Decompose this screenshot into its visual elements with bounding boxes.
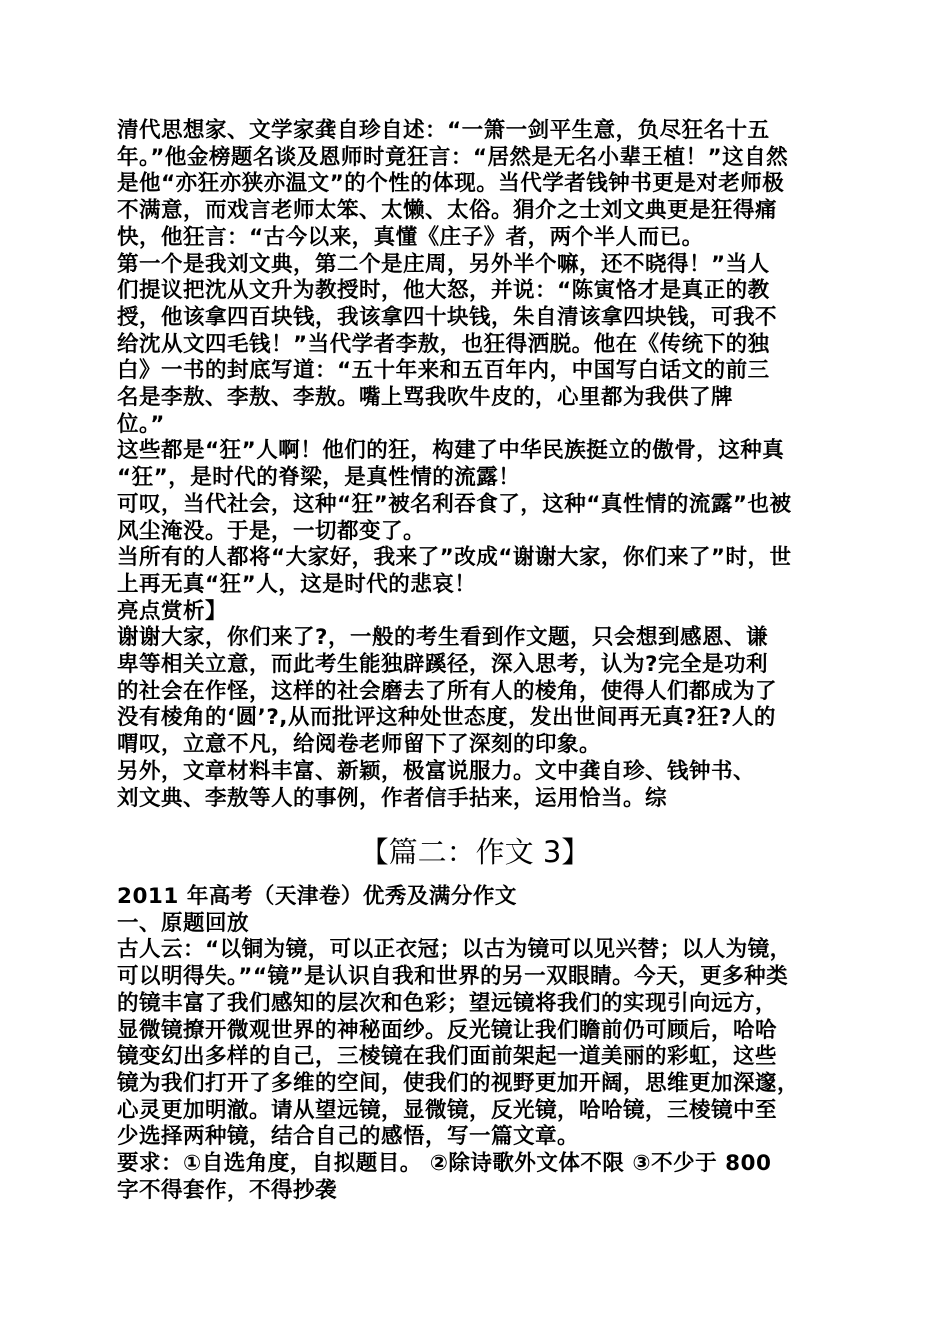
text-line: 不满意，而戏言老师太笨、太懒、太俗。狷介之士刘文典更是狂得痛 — [117, 198, 778, 224]
highlight-heading: 亮点赏析】 — [117, 598, 228, 624]
text-line: 没有棱角的‘圆’?,从而批评这种处世态度，发出世间再无真?狂?人的 — [117, 705, 776, 731]
text-line: 另外，文章材料丰富、新颖，极富说服力。文中龚自珍、钱钟书、 — [117, 758, 756, 784]
text-line: 卑等相关立意，而此考生能独辟蹊径，深入思考，认为?完全是功利 — [117, 652, 768, 678]
essay-title: 2011 年高考（天津卷）优秀及满分作文 — [117, 884, 517, 909]
text-line: 这些都是“狂”人啊！他们的狂，构建了中华民族挺立的傲骨，这种真 — [117, 438, 785, 464]
text-line: 谢谢大家，你们来了?，一般的考生看到作文题，只会想到感恩、谦 — [117, 625, 768, 651]
text-line: 镜为我们打开了多维的空间，使我们的视野更加开阔，思维更加深邃， — [117, 1070, 800, 1096]
text-line: 的镜丰富了我们感知的层次和色彩；望远镜将我们的实现引向远方， — [117, 990, 778, 1016]
text-line: 心灵更加明澈。请从望远镜，显微镜，反光镜，哈哈镜，三棱镜中至 — [117, 1097, 778, 1123]
text-line: 当所有的人都将“大家好，我来了”改成“谢谢大家，你们来了”时，世 — [117, 545, 792, 571]
requirements-line: 要求：①自选角度，自拟题目。 ②除诗歌外文体不限 ③不少于 800 — [117, 1151, 772, 1177]
essay-part-two — [117, 884, 837, 1204]
section-heading: 【篇二：作文 3】 — [359, 835, 591, 869]
text-line: 可以明得失。”“镜”是认识自我和世界的另一双眼睛。今天，更多种类 — [117, 964, 789, 990]
text-line: 古人云：“以铜为镜，可以正衣冠；以古为镜可以见兴替；以人为镜， — [117, 937, 792, 963]
text-line: 的社会在作怪，这样的社会磨去了所有人的棱角，使得人们都成为了 — [117, 678, 778, 704]
text-line: 可叹，当代社会，这种“狂”被名利吞食了，这种“真性情的流露”也被 — [117, 491, 792, 517]
text-line: 给沈从文四毛钱！”当代学者李敖，也狂得洒脱。他在《传统下的独 — [117, 331, 770, 357]
text-line: 白》一书的封底写道：“五十年来和五百年内，中国写白话文的前三 — [117, 358, 770, 384]
text-line: 授，他该拿四百块钱，我该拿四十块钱，朱自清该拿四块钱，可我不 — [117, 304, 778, 330]
text-line: 少选择两种镜，结合自己的感悟，写一篇文章。 — [117, 1124, 580, 1150]
text-line: 清代思想家、文学家龚自珍自述：“一箫一剑平生意，负尽狂名十五 — [117, 118, 770, 143]
text-line: 快，他狂言：“古今以来，真懂《庄子》者，两个半人而已。 — [117, 224, 704, 250]
text-line: 位。” — [117, 411, 165, 437]
text-line: 上再无真“狂”人，这是时代的悲哀！ — [117, 571, 477, 597]
text-line: 字不得套作，不得抄袭 — [117, 1177, 338, 1203]
text-line: 年。”他金榜题名谈及恩师时竟狂言：“居然是无名小辈王植！”这自然 — [117, 144, 789, 170]
text-line: 喟叹，立意不凡，给阅卷老师留下了深刻的印象。 — [117, 732, 602, 758]
text-line: 显微镜撩开微观世界的神秘面纱。反光镜让我们瞻前仍可顾后，哈哈 — [117, 1017, 778, 1043]
text-line: 镜变幻出多样的自己，三棱镜在我们面前架起一道美丽的彩虹，这些 — [117, 1044, 778, 1070]
text-line: 风尘淹没。于是，一切都变了。 — [117, 518, 426, 544]
text-line: “狂”，是时代的脊梁，是真性情的流露！ — [117, 465, 521, 491]
text-line: 第一个是我刘文典，第二个是庄周，另外半个嘛，还不晓得！”当人 — [117, 251, 770, 277]
subsection-heading: 一、原题回放 — [117, 910, 250, 936]
text-line: 刘文典、李敖等人的事例，作者信手拈来，运用恰当。综 — [117, 785, 668, 811]
text-line: 名是李敖、李敖、李敖。嘴上骂我吹牛皮的，心里都为我供了牌 — [117, 385, 734, 411]
text-line: 们提议把沈从文升为教授时，他大怒，并说：“陈寅恪才是真正的教 — [117, 278, 770, 304]
essay-part-one — [117, 118, 837, 812]
text-line: 是他“亦狂亦狭亦温文”的个性的体现。当代学者钱钟书更是对老师极 — [117, 171, 785, 197]
